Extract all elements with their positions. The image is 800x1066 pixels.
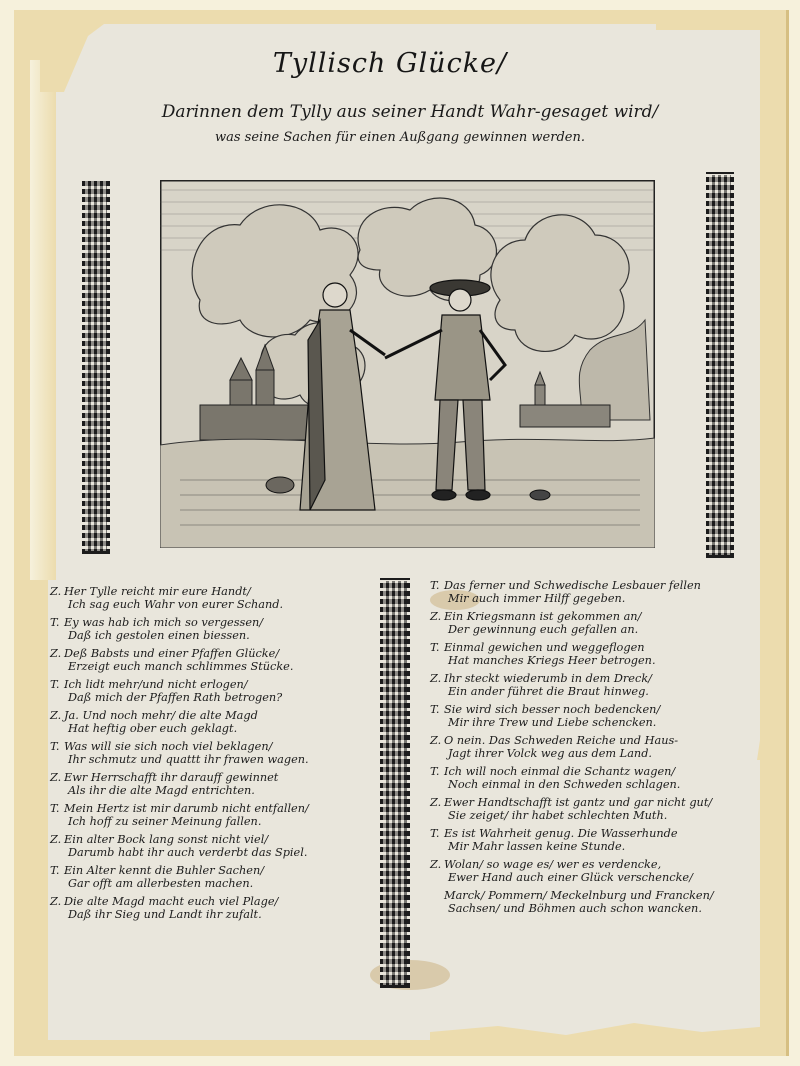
verse-number: Z.	[430, 610, 442, 623]
verse-number: T.	[430, 579, 440, 592]
verse	[430, 611, 750, 636]
verse-line: Jagt ihrer Volck weg aus dem Land.	[448, 746, 653, 760]
verse-number: T.	[50, 678, 60, 691]
verse-line: Sie zeiget/ ihr habet schlechten Muth.	[448, 808, 668, 822]
verse	[50, 741, 370, 766]
verse-line: Ein Kriegsmann ist gekommen an/	[444, 610, 642, 623]
verse-line: Mir ihre Trew und Liebe schencken.	[448, 715, 657, 729]
verse-number: T.	[50, 864, 60, 877]
verse-line: Das ferner und Schwedische Lesbauer fellen	[444, 579, 701, 592]
verse-number: T.	[430, 765, 440, 778]
verse	[430, 735, 750, 760]
page-subtitle: Darinnen dem Tylly aus seiner Handt Wahr-gesaget wird/	[161, 102, 659, 122]
verse	[50, 617, 370, 642]
verse	[50, 710, 370, 735]
verse-line: Hat heftig ober euch geklagt.	[68, 721, 238, 735]
verse-line: Ein ander führet die Braut hinweg.	[448, 684, 649, 698]
verse-line: Mir Mahr lassen keine Stunde.	[448, 839, 626, 853]
ornamental-border-right	[706, 172, 734, 558]
engraving-illustration	[160, 180, 655, 548]
verse-line: Ja. Und noch mehr/ die alte Magd	[64, 709, 258, 722]
verse-number: Z.	[50, 709, 62, 722]
verse-line: Daß ich gestolen einen biessen.	[68, 628, 250, 642]
verse-number: T.	[430, 641, 440, 654]
verse	[50, 896, 370, 921]
verse-line: O nein. Das Schweden Reiche und Haus-	[444, 734, 679, 747]
verse-line: Ich will noch einmal die Schantz wagen/	[444, 765, 676, 778]
verse-line: Ich hoff zu seiner Meinung fallen.	[68, 814, 262, 828]
verse-number: Z.	[50, 771, 62, 784]
verse-number: Z.	[430, 858, 442, 871]
verse	[430, 828, 750, 853]
verse-number: T.	[50, 740, 60, 753]
verse	[430, 766, 750, 791]
verse-line: Marck/ Pommern/ Meckelnburg und Francken/	[444, 889, 714, 902]
verse-number: T.	[50, 802, 60, 815]
verse-line: Ewer Handtschafft ist gantz und gar nicht gut/	[444, 796, 713, 809]
verse-column-left	[50, 586, 370, 927]
verse	[430, 859, 750, 884]
verse	[50, 803, 370, 828]
verse	[430, 797, 750, 822]
verse-line: Hat manches Kriegs Heer betrogen.	[448, 653, 656, 667]
page-subtitle-line2: was seine Sachen für einen Außgang gewinnen werden.	[214, 130, 585, 145]
verse-line: Ihr schmutz und quattt ihr frawen wagen.	[68, 752, 309, 766]
verse	[50, 679, 370, 704]
verse	[50, 772, 370, 797]
verse-line: Daß mich der Pfaffen Rath betrogen?	[68, 690, 283, 704]
verse-column-right	[430, 580, 750, 921]
tear-left	[30, 60, 56, 580]
verse-line: Es ist Wahrheit genug. Die Wasserhunde	[444, 827, 678, 840]
verse-line: Gar offt am allerbesten machen.	[68, 876, 254, 890]
verse-line: Ewr Herrschafft ihr darauff gewinnet	[64, 771, 279, 784]
verse-line: Ey was hab ich mich so vergessen/	[64, 616, 264, 629]
verse-line: Daß ihr Sieg und Landt ihr zufalt.	[68, 907, 262, 921]
verse	[50, 865, 370, 890]
page-title: Tyllisch Glücke/	[272, 48, 508, 79]
verse-line: Was will sie sich noch viel beklagen/	[64, 740, 273, 753]
verse	[430, 704, 750, 729]
verse	[430, 673, 750, 698]
verse	[50, 648, 370, 673]
verse-line: Darumb habt ihr auch verderbt das Spiel.	[68, 845, 308, 859]
verse-number: T.	[430, 703, 440, 716]
verse-line: Ein Alter kennt die Buhler Sachen/	[64, 864, 265, 877]
verse-line: Wolan/ so wage es/ wer es verdencke,	[444, 858, 662, 871]
verse-number: Z.	[50, 833, 62, 846]
verse-line: Ihr steckt wiederumb in dem Dreck/	[444, 672, 652, 685]
verse-line: Als ihr die alte Magd entrichten.	[68, 783, 255, 797]
ornamental-border-left	[82, 178, 110, 554]
verse-line: Die alte Magd macht euch viel Plage/	[64, 895, 279, 908]
verse-number: T.	[50, 616, 60, 629]
verse-line: Ewer Hand auch einer Glück verschencke/	[448, 870, 693, 884]
verse-number: Z.	[430, 672, 442, 685]
verse-line: Ich lidt mehr/und nicht erlogen/	[64, 678, 248, 691]
ornamental-border-center	[380, 578, 410, 988]
verse-line: Ich sag euch Wahr von eurer Schand.	[68, 597, 284, 611]
verse	[430, 580, 750, 605]
verse-line: Der gewinnung euch gefallen an.	[448, 622, 639, 636]
verse-number: Z.	[430, 734, 442, 747]
verse	[430, 890, 750, 915]
verse-line: Mein Hertz ist mir darumb nicht entfallen/	[64, 802, 309, 815]
verse	[430, 642, 750, 667]
verse-line: Sie wird sich besser noch bedencken/	[444, 703, 661, 716]
verse-line: Her Tylle reicht mir eure Handt/	[64, 585, 251, 598]
verse-line: Erzeigt euch manch schlimmes Stücke.	[68, 659, 294, 673]
verse	[50, 586, 370, 611]
verse-number: Z.	[50, 895, 62, 908]
verse-line: Sachsen/ und Böhmen auch schon wancken.	[448, 901, 702, 915]
verse-line: Deß Babsts und einer Pfaffen Glücke/	[64, 647, 280, 660]
verse-line: Noch einmal in den Schweden schlagen.	[448, 777, 681, 791]
verse-number: Z.	[430, 796, 442, 809]
verse-line: Ein alter Bock lang sonst nicht viel/	[64, 833, 269, 846]
verse-number: T.	[430, 827, 440, 840]
verse	[50, 834, 370, 859]
verse-line: Mir auch immer Hilff gegeben.	[448, 591, 626, 605]
verse-number: Z.	[50, 647, 62, 660]
verse-line: Einmal gewichen und weggeflogen	[444, 641, 645, 654]
verse-number: Z.	[50, 585, 62, 598]
